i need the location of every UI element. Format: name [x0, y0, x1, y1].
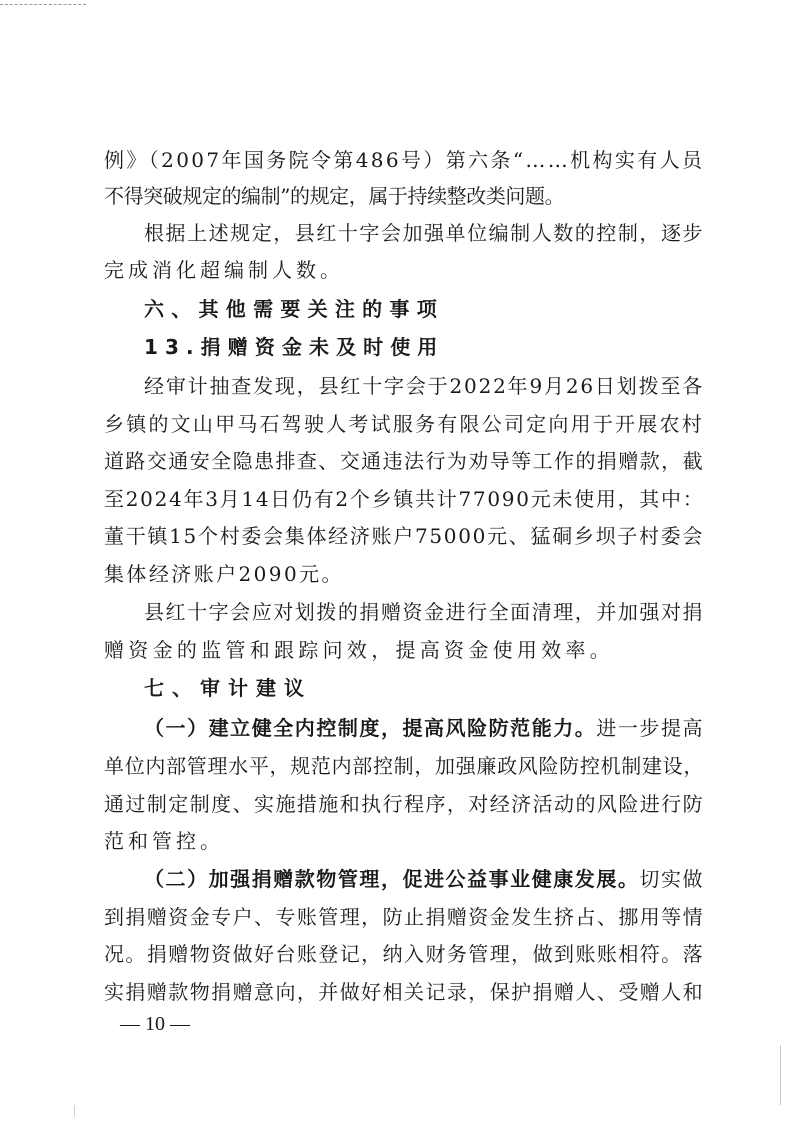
text-line: 道路交通安全隐患排查、交通违法行为劝导等工作的捐赠款，截 [104, 449, 705, 473]
text-line: 完成消化超编制人数。 [104, 258, 344, 282]
text-line: 不得突破规定的编制”的规定，属于持续整改类问题。 [104, 184, 565, 208]
text-line: 至2024年3月14日仍有2个乡镇共计77090元未使用，其中： [104, 487, 705, 511]
text-line: 根据上述规定，县红十字会加强单位编制人数的控制，逐步 [144, 221, 705, 245]
section-heading: 六、其他需要关注的事项 [144, 297, 444, 321]
scan-artifact [74, 1105, 75, 1117]
page-number: — 10 — [120, 1013, 190, 1035]
text-line [144, 867, 704, 891]
text-line: 况。捐赠物资做好台账登记，纳入财务管理，做到账账相符。落 [104, 942, 705, 966]
text-line: 县红十字会应对划拨的捐赠资金进行全面清理，并加强对捐 [144, 600, 705, 624]
text-line: 经审计抽查发现，县红十字会于2022年9月26日划拨至各 [144, 374, 705, 398]
text-line: 集体经济账户2090元。 [104, 562, 344, 586]
section-heading: 13.捐赠资金未及时使用 [144, 335, 445, 359]
text-line: 董干镇15个村委会集体经济账户75000元、猛硐乡坝子村委会 [104, 524, 705, 548]
text-line [144, 716, 704, 740]
text-line: 范和管控。 [104, 829, 224, 853]
text-line: 实捐赠款物捐赠意向，并做好相关记录，保护捐赠人、受赠人和 [104, 980, 705, 1004]
text-line: 乡镇的文山甲马石驾驶人考试服务有限公司定向用于开展农村 [104, 412, 704, 436]
text-line: 例》（2007年国务院令第486号）第六条“……机构实有人员 [104, 148, 705, 172]
text-line: 到捐赠资金专户、专账管理，防止捐赠资金发生挤占、挪用等情 [104, 905, 705, 929]
text-line: 通过制定制度、实施措施和执行程序，对经济活动的风险进行防 [104, 792, 705, 816]
paragraph-text: 切实做 [639, 867, 705, 891]
text-line: 单位内部管理水平，规范内部控制，加强廉政风险防控机制建设， [104, 754, 705, 778]
paragraph-lead: （二）加强捐赠款物管理，促进公益事业健康发展。 [144, 867, 640, 891]
paragraph-text: 进一步提高 [596, 716, 705, 740]
scan-artifact [780, 1045, 781, 1105]
section-heading: 七、审计建议 [144, 676, 312, 700]
text-line: 赠资金的监管和跟踪问效，提高资金使用效率。 [104, 638, 615, 662]
paragraph-lead: （一）建立健全内控制度，提高风险防范能力。 [144, 716, 597, 740]
